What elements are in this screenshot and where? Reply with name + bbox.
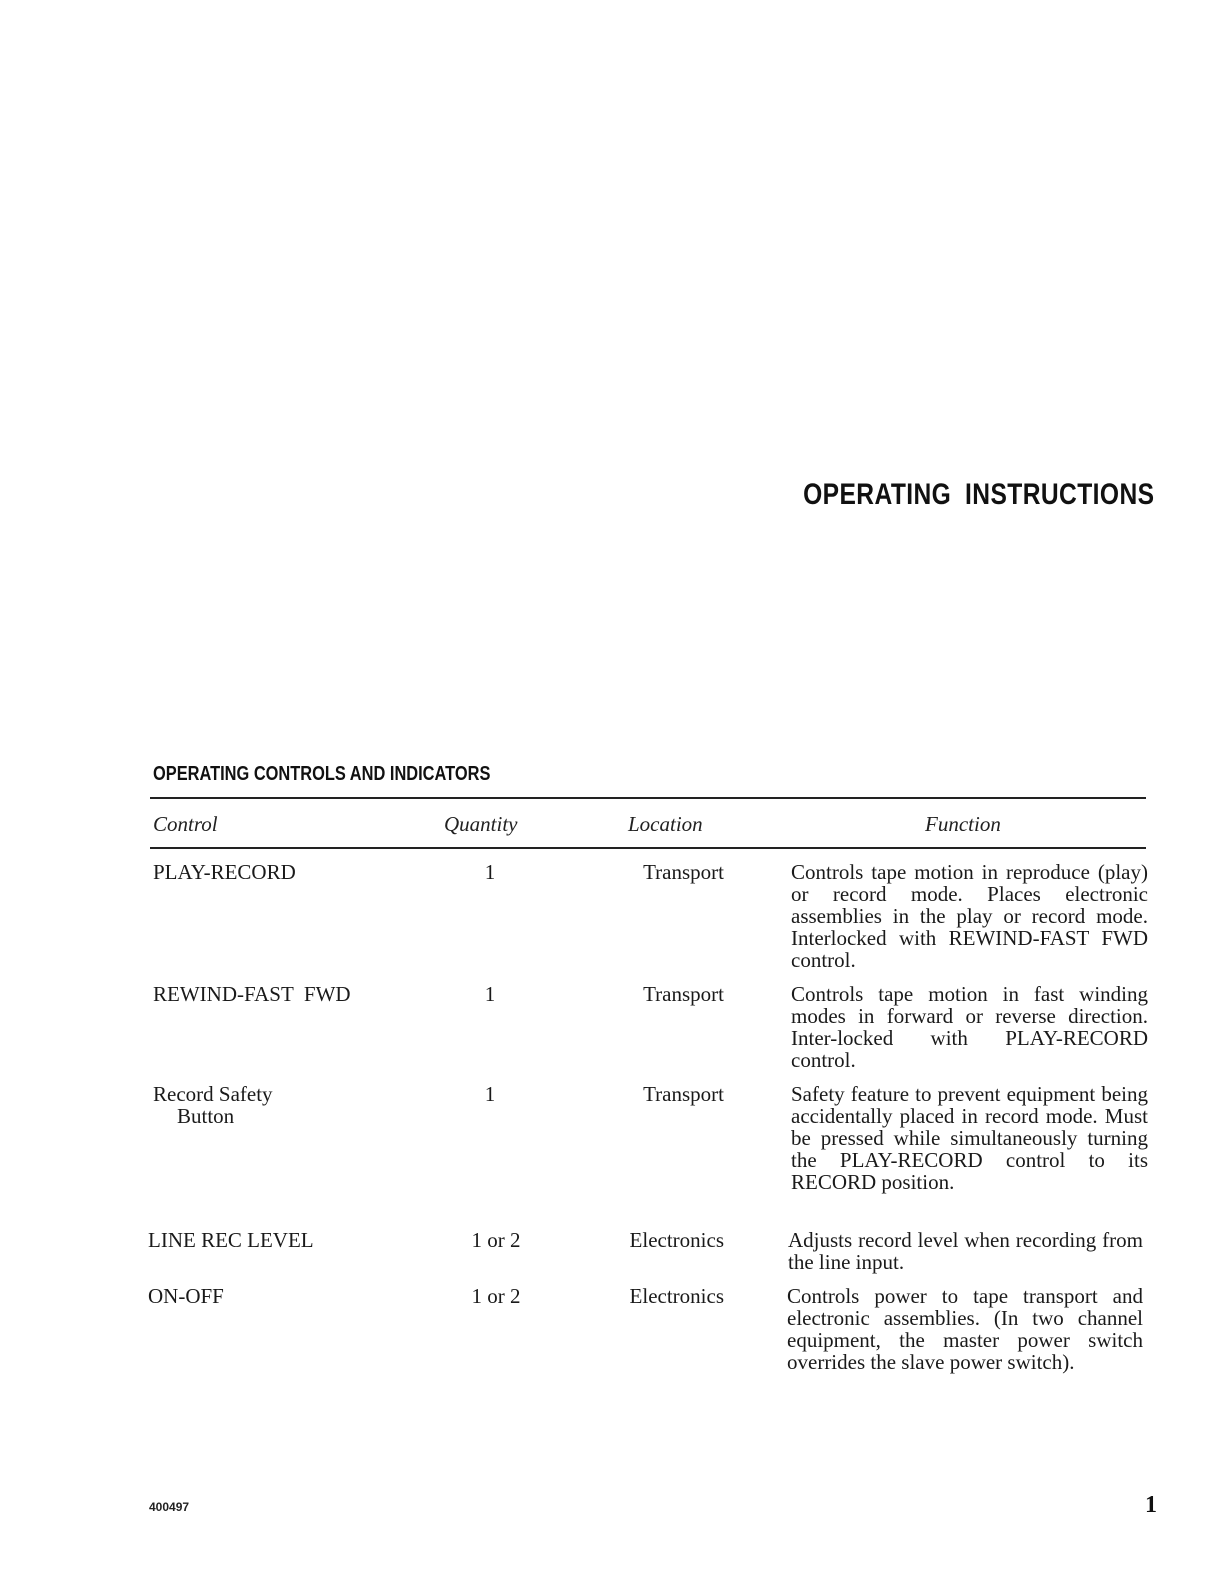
control-name: REWIND-FAST FWD bbox=[153, 982, 351, 1006]
column-header-function: Function bbox=[925, 812, 1001, 836]
function-cell: Controls power to tape transport and electronic assemblies. (In two channel equipment, the master power switch overrides the slave power switch). bbox=[787, 1284, 1143, 1374]
function-cell: Controls tape motion in reproduce (play) or record mode. Places electronic assemblies in the play or record mode. Interlocked with REWIND-FAST FWD control. bbox=[791, 860, 1148, 972]
column-header-location: Location bbox=[628, 812, 703, 836]
table-header-rule bbox=[150, 847, 1146, 849]
control-cell bbox=[153, 983, 413, 1005]
section-heading: OPERATING CONTROLS AND INDICATORS bbox=[153, 763, 491, 785]
function-cell: Adjusts record level when recording from the line input. bbox=[788, 1228, 1143, 1274]
location-cell: Transport bbox=[643, 982, 724, 1006]
quantity-cell: 1 or 2 bbox=[471, 1284, 521, 1308]
control-name: LINE REC LEVEL bbox=[148, 1228, 314, 1252]
page-number: 1 bbox=[1145, 1492, 1157, 1518]
table-top-rule bbox=[150, 797, 1146, 799]
function-cell: Controls tape motion in fast winding modes in forward or reverse direction. Inter-locked with PLAY-RECORD control. bbox=[791, 982, 1148, 1072]
control-name-line2: Button bbox=[177, 1104, 235, 1128]
control-cell bbox=[148, 1285, 408, 1307]
control-cell bbox=[153, 861, 413, 883]
column-header-quantity: Quantity bbox=[444, 812, 518, 836]
control-cell bbox=[148, 1229, 408, 1251]
column-header-control: Control bbox=[153, 812, 218, 836]
control-cell bbox=[153, 1083, 413, 1127]
quantity-cell: 1 or 2 bbox=[471, 1228, 521, 1252]
quantity-cell: 1 bbox=[484, 1082, 496, 1106]
location-cell: Electronics bbox=[629, 1284, 724, 1308]
quantity-cell: 1 bbox=[484, 860, 496, 884]
function-cell: Safety feature to prevent equipment being accidentally placed in record mode. Must be pressed while simultaneously turning the PLAY-RECORD control to its RECORD position. bbox=[791, 1082, 1148, 1194]
page-title: OPERATING INSTRUCTIONS bbox=[802, 478, 1154, 511]
control-name: Record Safety bbox=[153, 1082, 273, 1106]
footer-document-code: 400497 bbox=[149, 1500, 190, 1514]
quantity-cell: 1 bbox=[484, 982, 496, 1006]
location-cell: Transport bbox=[643, 860, 724, 884]
location-cell: Electronics bbox=[629, 1228, 724, 1252]
control-name: PLAY-RECORD bbox=[153, 860, 296, 884]
location-cell: Transport bbox=[643, 1082, 724, 1106]
control-name: ON-OFF bbox=[148, 1284, 224, 1308]
